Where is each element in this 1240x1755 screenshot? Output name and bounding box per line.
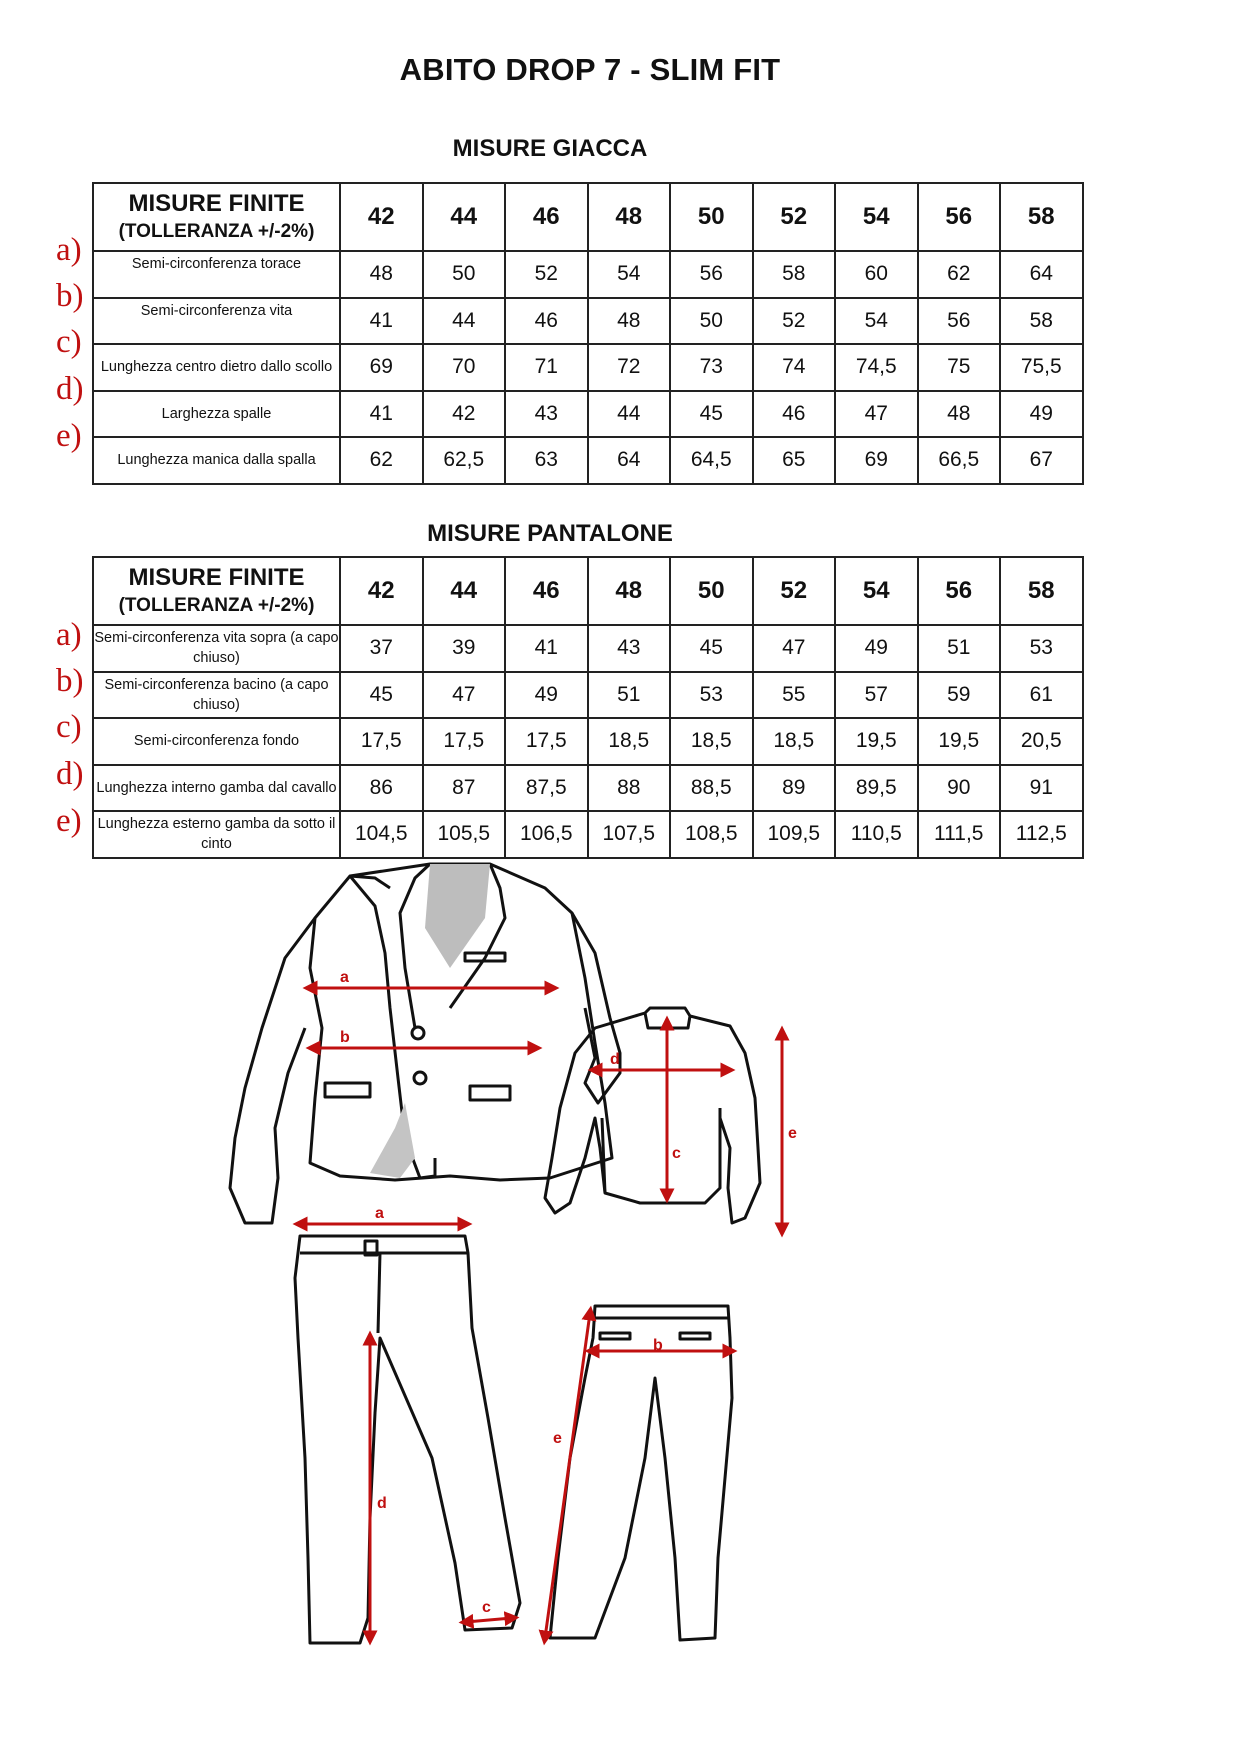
- cell-value: 63: [505, 437, 588, 484]
- trousers-back-sketch: [550, 1306, 732, 1640]
- size-header: 50: [670, 557, 753, 625]
- cell-value: 108,5: [670, 811, 753, 858]
- row-label: Lunghezza manica dalla spalla: [93, 437, 340, 484]
- cell-value: 47: [423, 672, 506, 719]
- table-row: [93, 344, 1083, 391]
- header-cell: [93, 183, 340, 251]
- cell-value: 55: [753, 672, 836, 719]
- cell-value: 50: [670, 298, 753, 345]
- table-row: [93, 811, 1083, 858]
- header-sub: (TOLLERANZA +/-2%): [118, 221, 315, 242]
- cell-value: 70: [423, 344, 506, 391]
- cell-value: 110,5: [835, 811, 918, 858]
- row-letter: d): [56, 371, 84, 407]
- cell-value: 86: [340, 765, 423, 812]
- row-label: Larghezza spalle: [93, 391, 340, 438]
- cell-value: 72: [588, 344, 671, 391]
- diagram-label: d: [377, 1495, 387, 1512]
- cell-value: 48: [340, 251, 423, 298]
- cell-value: 60: [835, 251, 918, 298]
- cell-value: 112,5: [1000, 811, 1083, 858]
- cell-value: 109,5: [753, 811, 836, 858]
- size-header: 44: [423, 183, 506, 251]
- row-letter: e): [56, 803, 82, 839]
- cell-value: 89: [753, 765, 836, 812]
- row-letter: c): [56, 709, 82, 745]
- cell-value: 56: [918, 298, 1001, 345]
- cell-value: 52: [753, 298, 836, 345]
- size-header: 58: [1000, 183, 1083, 251]
- cell-value: 62: [918, 251, 1001, 298]
- row-label: Lunghezza centro dietro dallo scollo: [93, 344, 340, 391]
- cell-value: 56: [670, 251, 753, 298]
- table-row: [93, 437, 1083, 484]
- cell-value: 17,5: [423, 718, 506, 765]
- trousers-section-title: MISURE PANTALONE: [427, 520, 673, 547]
- table-row: [93, 251, 1083, 298]
- cell-value: 41: [505, 625, 588, 672]
- size-header: 56: [918, 183, 1001, 251]
- table-header-row: [93, 183, 1083, 251]
- cell-value: 65: [753, 437, 836, 484]
- cell-value: 51: [588, 672, 671, 719]
- cell-value: 104,5: [340, 811, 423, 858]
- cell-value: 74,5: [835, 344, 918, 391]
- cell-value: 69: [835, 437, 918, 484]
- jacket-lining-shading: [370, 864, 490, 1178]
- cell-value: 19,5: [835, 718, 918, 765]
- cell-value: 51: [918, 625, 1001, 672]
- cell-value: 69: [340, 344, 423, 391]
- cell-value: 18,5: [588, 718, 671, 765]
- cell-value: 43: [588, 625, 671, 672]
- cell-value: 19,5: [918, 718, 1001, 765]
- jacket-front-sketch: [230, 864, 620, 1223]
- row-label: Semi-circonferenza vita sopra (a capo chiuso): [93, 625, 340, 672]
- cell-value: 62,5: [423, 437, 506, 484]
- cell-value: 64: [588, 437, 671, 484]
- cell-value: 73: [670, 344, 753, 391]
- row-letter: c): [56, 324, 82, 360]
- cell-value: 52: [505, 251, 588, 298]
- cell-value: 45: [670, 391, 753, 438]
- diagram-label: d: [610, 1051, 620, 1068]
- row-label: Semi-circonferenza fondo: [93, 718, 340, 765]
- cell-value: 71: [505, 344, 588, 391]
- size-header: 50: [670, 183, 753, 251]
- cell-value: 64: [1000, 251, 1083, 298]
- cell-value: 41: [340, 391, 423, 438]
- cell-value: 58: [1000, 298, 1083, 345]
- table-row: [93, 625, 1083, 672]
- cell-value: 43: [505, 391, 588, 438]
- page-title: ABITO DROP 7 - SLIM FIT: [399, 52, 781, 87]
- row-label: Semi-circonferenza vita: [93, 298, 340, 345]
- cell-value: 75: [918, 344, 1001, 391]
- cell-value: 107,5: [588, 811, 671, 858]
- cell-value: 47: [753, 625, 836, 672]
- table-row: [93, 718, 1083, 765]
- size-header: 48: [588, 183, 671, 251]
- cell-value: 90: [918, 765, 1001, 812]
- cell-value: 20,5: [1000, 718, 1083, 765]
- cell-value: 87,5: [505, 765, 588, 812]
- table-row: [93, 298, 1083, 345]
- cell-value: 106,5: [505, 811, 588, 858]
- row-label: Semi-circonferenza bacino (a capo chiuso): [93, 672, 340, 719]
- cell-value: 18,5: [753, 718, 836, 765]
- size-header: 46: [505, 557, 588, 625]
- cell-value: 39: [423, 625, 506, 672]
- cell-value: 87: [423, 765, 506, 812]
- diagram-label: e: [788, 1125, 797, 1142]
- cell-value: 111,5: [918, 811, 1001, 858]
- diagram-label: e: [553, 1430, 562, 1447]
- size-header: 54: [835, 183, 918, 251]
- cell-value: 47: [835, 391, 918, 438]
- cell-value: 48: [588, 298, 671, 345]
- table-row: [93, 672, 1083, 719]
- cell-value: 17,5: [340, 718, 423, 765]
- size-header: 48: [588, 557, 671, 625]
- trousers-front-sketch: [295, 1236, 520, 1643]
- cell-value: 42: [423, 391, 506, 438]
- cell-value: 41: [340, 298, 423, 345]
- row-letter: b): [56, 278, 84, 314]
- cell-value: 50: [423, 251, 506, 298]
- row-letter: a): [56, 617, 82, 653]
- cell-value: 64,5: [670, 437, 753, 484]
- cell-value: 91: [1000, 765, 1083, 812]
- cell-value: 88: [588, 765, 671, 812]
- table-row: [93, 765, 1083, 812]
- header-main: MISURE FINITE: [128, 564, 305, 591]
- diagram-label: b: [653, 1337, 663, 1354]
- row-letter: a): [56, 232, 82, 268]
- diagram-label: c: [482, 1599, 491, 1616]
- table-header-row: [93, 557, 1083, 625]
- cell-value: 74: [753, 344, 836, 391]
- cell-value: 58: [753, 251, 836, 298]
- cell-value: 49: [835, 625, 918, 672]
- jacket-front-measurements: [310, 969, 552, 1048]
- size-header: 52: [753, 557, 836, 625]
- cell-value: 61: [1000, 672, 1083, 719]
- size-header: 54: [835, 557, 918, 625]
- cell-value: 89,5: [835, 765, 918, 812]
- cell-value: 67: [1000, 437, 1083, 484]
- cell-value: 66,5: [918, 437, 1001, 484]
- table-row: [93, 391, 1083, 438]
- row-label: Lunghezza esterno gamba da sotto il cinto: [93, 811, 340, 858]
- cell-value: 105,5: [423, 811, 506, 858]
- header-main: MISURE FINITE: [128, 190, 305, 217]
- size-header: 56: [918, 557, 1001, 625]
- cell-value: 45: [670, 625, 753, 672]
- cell-value: 49: [505, 672, 588, 719]
- cell-value: 88,5: [670, 765, 753, 812]
- size-header: 46: [505, 183, 588, 251]
- trousers-size-table: [92, 556, 1084, 859]
- header-cell: [93, 557, 340, 625]
- trousers-front-measurements: [300, 1205, 512, 1638]
- garment-measurement-diagram: [200, 858, 920, 1688]
- cell-value: 54: [588, 251, 671, 298]
- cell-value: 75,5: [1000, 344, 1083, 391]
- diagram-label: c: [672, 1145, 681, 1162]
- size-header: 42: [340, 183, 423, 251]
- jacket-section-title: MISURE GIACCA: [452, 135, 648, 162]
- size-header: 44: [423, 557, 506, 625]
- cell-value: 46: [753, 391, 836, 438]
- row-label: Semi-circonferenza torace: [93, 251, 340, 298]
- size-header: 58: [1000, 557, 1083, 625]
- cell-value: 45: [340, 672, 423, 719]
- cell-value: 49: [1000, 391, 1083, 438]
- jacket-size-table: [92, 182, 1084, 485]
- row-label: Lunghezza interno gamba dal cavallo: [93, 765, 340, 812]
- cell-value: 54: [835, 298, 918, 345]
- cell-value: 37: [340, 625, 423, 672]
- cell-value: 53: [670, 672, 753, 719]
- row-letter: e): [56, 418, 82, 454]
- cell-value: 48: [918, 391, 1001, 438]
- cell-value: 18,5: [670, 718, 753, 765]
- cell-value: 57: [835, 672, 918, 719]
- header-sub: (TOLLERANZA +/-2%): [118, 595, 315, 616]
- cell-value: 44: [423, 298, 506, 345]
- cell-value: 62: [340, 437, 423, 484]
- row-letter: b): [56, 663, 84, 699]
- size-header: 52: [753, 183, 836, 251]
- cell-value: 59: [918, 672, 1001, 719]
- diagram-label: a: [375, 1205, 384, 1222]
- row-letter: d): [56, 756, 84, 792]
- diagram-label: b: [340, 1029, 350, 1046]
- cell-value: 46: [505, 298, 588, 345]
- cell-value: 53: [1000, 625, 1083, 672]
- size-header: 42: [340, 557, 423, 625]
- jacket-back-sketch: [545, 1008, 760, 1223]
- cell-value: 17,5: [505, 718, 588, 765]
- cell-value: 44: [588, 391, 671, 438]
- trousers-back-measurements: [545, 1313, 730, 1638]
- diagram-label: a: [340, 969, 349, 986]
